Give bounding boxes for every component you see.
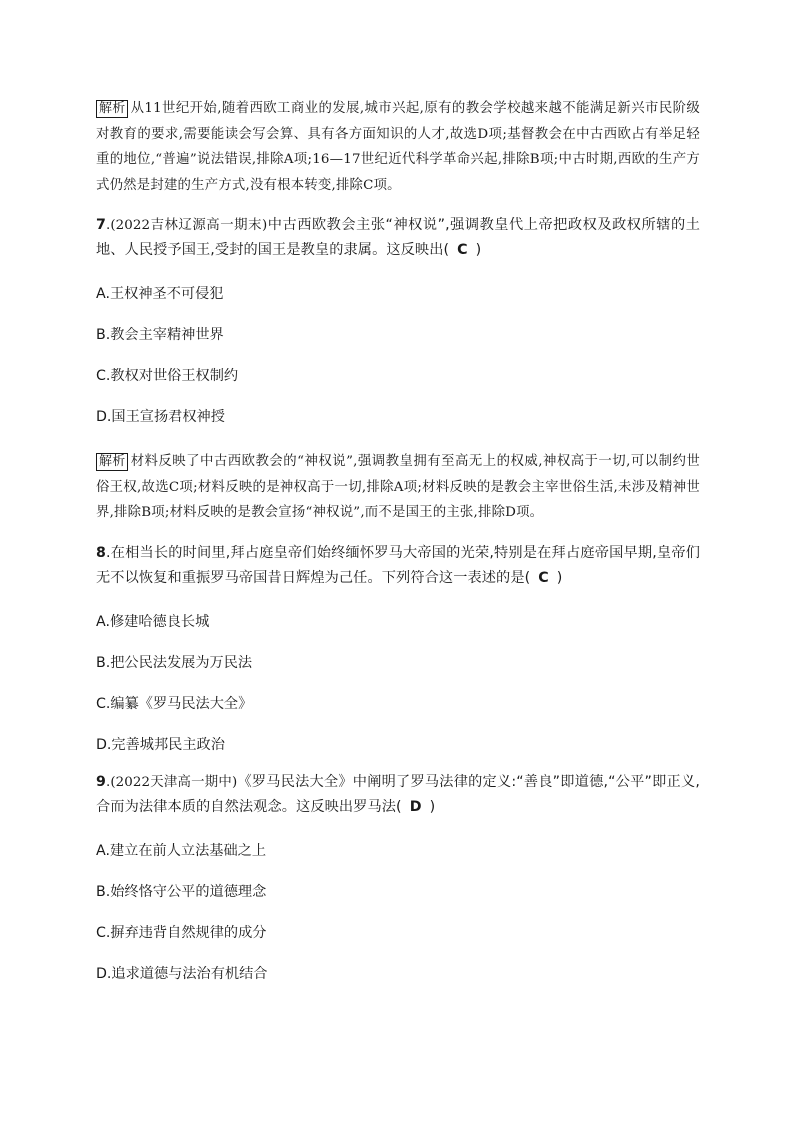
question-9-number: 9	[96, 773, 106, 790]
question-9-option-c: C.摒弃违背自然规律的成分	[96, 924, 267, 941]
question-7-number: 7	[96, 217, 106, 233]
question-9-stem: 《罗马民法大全》中阐明了罗马法律的定义:“善良”即道德,“公平”即正义,合而为法律本质的自然法观念。这反映出罗马法(	[96, 773, 700, 815]
question-7-stem: 中古西欧教会主张“神权说”,强调教皇代上帝把政权及政权所辖的土地、人民授予国王,受封的国王是教皇的隶属。这反映出(	[96, 217, 700, 258]
analysis-tag: 解析	[96, 453, 128, 471]
question-8-number: 8	[96, 544, 106, 561]
analysis-q7-text: 材料反映了中古西欧教会的“神权说”,强调教皇拥有至高无上的权威,神权高于一切,可以制约世俗王权,故选C项;材料反映的是神权高于一切,排除A项;材料反映的是教会主宰世俗生活,未涉及精神世界,排除B项;材料反映的是教会宣扬“神权说”,而不是国王的主张,排除D项。	[96, 454, 700, 520]
question-9-option-b: B.始终恪守公平的道德理念	[96, 883, 267, 900]
question-7	[96, 213, 700, 263]
question-8	[96, 541, 700, 591]
question-7-answer: C	[457, 242, 468, 258]
question-9	[96, 770, 700, 820]
question-7-option-c: C.教权对世俗王权制约	[96, 368, 239, 384]
question-7-option-d: D.国王宣扬君权神授	[96, 409, 225, 425]
question-9-answer: D	[409, 798, 422, 815]
question-7-option-b: B.教会主宰精神世界	[96, 327, 224, 343]
question-8-stem: 在相当长的时间里,拜占庭皇帝们始终缅怀罗马大帝国的光荣,特别是在拜占庭帝国早期,皇帝们无不以恢复和重振罗马帝国昔日辉煌为己任。下列符合这一表述的是(	[96, 544, 700, 586]
question-9-option-a: A.建立在前人立法基础之上	[96, 842, 267, 859]
analysis-q6-text: 从11世纪开始,随着西欧工商业的发展,城市兴起,原有的教会学校越来越不能满足新兴市民阶级对教育的要求,需要能读会写会算、具有各方面知识的人才,故选D项;基督教会在中古西欧占有举足轻重的地位,“普遍”说法错误,排除A项;16—17世纪近代科学革命兴起,排除B项;中古时期,西欧的生产方式仍然是封建的生产方式,没有根本转变,排除C项。	[96, 101, 700, 193]
document-page	[96, 96, 700, 984]
analysis-tag: 解析	[96, 100, 128, 118]
question-8-source: .	[105, 544, 111, 561]
question-7-stem-end: )	[475, 242, 482, 258]
question-7-option-a: A.王权神圣不可侵犯	[96, 286, 224, 302]
question-8-option-c: C.编纂《罗马民法大全》	[96, 695, 253, 712]
question-9-stem-end: )	[429, 798, 436, 815]
question-9-option-d: D.追求道德与法治有机结合	[96, 965, 268, 982]
question-9-source: .(2022天津高一期中)	[105, 774, 238, 790]
question-7-source: .(2022吉林辽源高一期末)	[105, 218, 268, 233]
question-8-stem-end: )	[556, 569, 563, 586]
question-8-option-d: D.完善城邦民主政治	[96, 736, 225, 753]
analysis-q6	[96, 96, 700, 198]
question-8-option-b: B.把公民法发展为万民法	[96, 654, 253, 671]
question-8-option-a: A.修建哈德良长城	[96, 613, 210, 630]
analysis-q7	[96, 449, 700, 526]
question-8-answer: C	[538, 569, 549, 586]
